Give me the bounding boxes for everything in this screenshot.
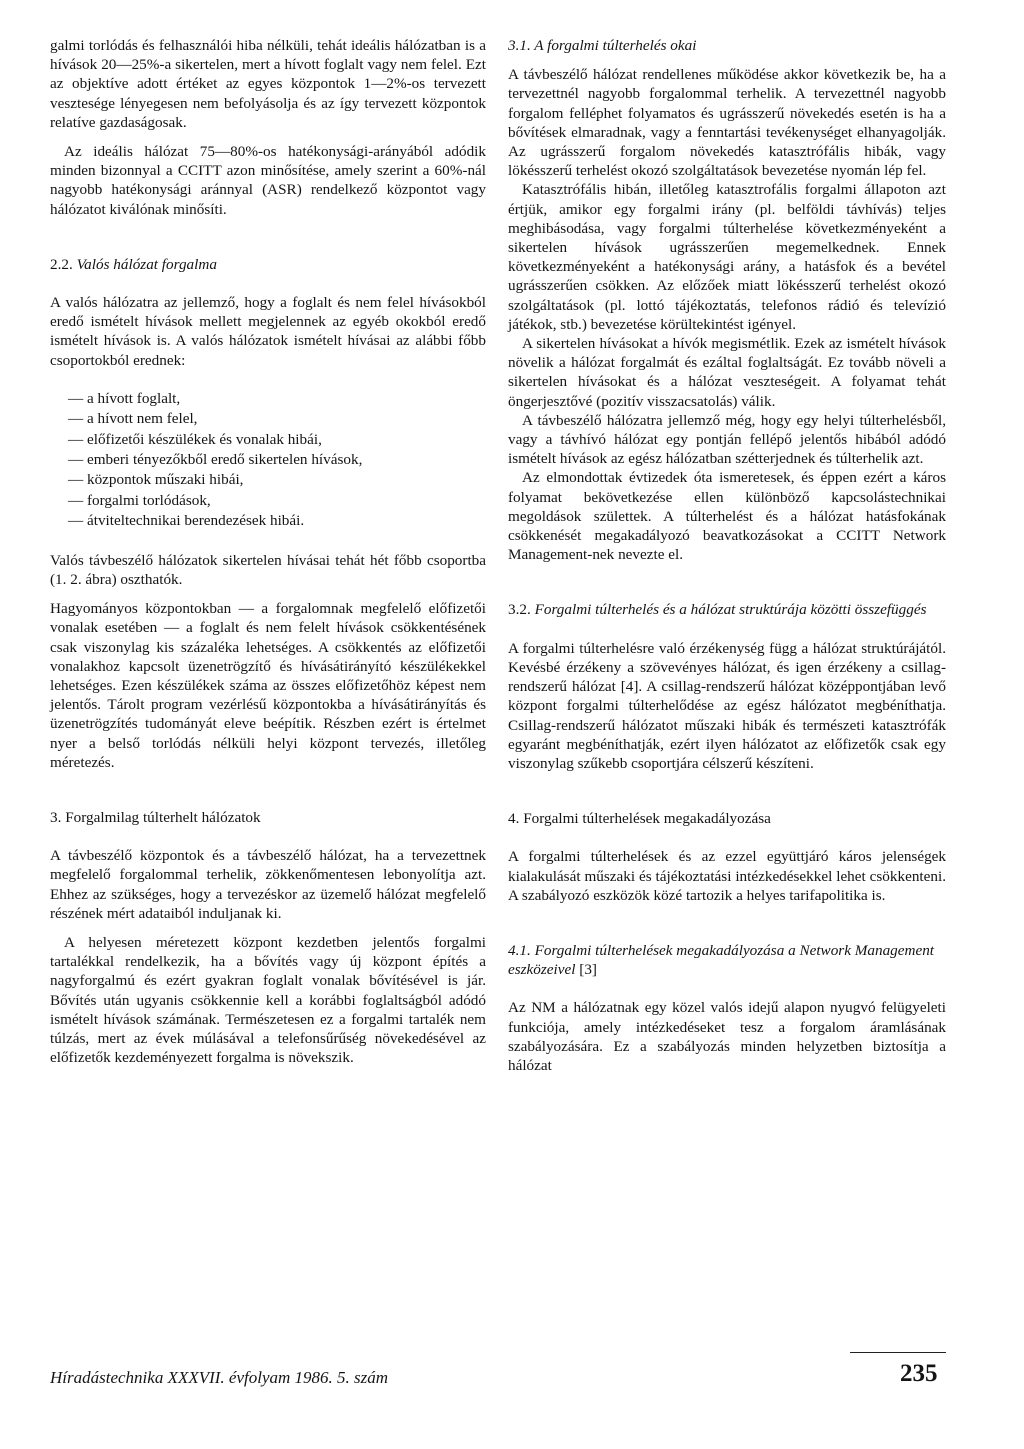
section-title: Forgalmi túlterhelés és a hálózat struktúrája közötti összefüggés bbox=[534, 601, 927, 619]
list-item: — előfizetői készülékek és vonalak hibái, bbox=[68, 430, 486, 450]
paragraph: A forgalmi túlterhelésre való érzékenység függ a hálózat struktúrájától. Kevésbé érzékeny a szövevényes hálózat, és igen érzékeny a csillag-rendszerű hálózat [4]. A csillag-rendszerű hálózat középpontjában levő központ forgalmi túlterhelődése az egész hálózatot megbéníthatja. Csillag-rendszerű hálózatot műszaki hibák és természeti katasztrófák egyaránt megbéníthatják, ezért ilyen hálózatot az előfizetők csak egy viszonylag szűkebb csoportjára célszerű készíteni. bbox=[508, 639, 946, 772]
section-heading-3-1 bbox=[508, 36, 946, 55]
paragraph: Valós távbeszélő hálózatok sikertelen hívásai tehát hét főbb csoportba (1. 2. ábra) oszthatók. bbox=[50, 551, 486, 588]
list-item: — a hívott nem felel, bbox=[68, 409, 486, 429]
list-item: — emberi tényezőkből eredő sikertelen hívások, bbox=[68, 450, 486, 470]
section-heading-2-2 bbox=[50, 255, 486, 274]
reference: [3] bbox=[579, 961, 597, 979]
list-item: — átviteltechnikai berendezések hibái. bbox=[68, 511, 486, 531]
footer-rule bbox=[850, 1352, 946, 1353]
section-heading-4: 4. Forgalmi túlterhelések megakadályozása bbox=[508, 810, 771, 828]
paragraph: A sikertelen hívásokat a hívók megismétlik. Ezek az ismételt hívások növelik a hálózat forgalmát és ezáltal foglaltságát. Ez tovább növeli a sikertelen hívásokat és a hálózat veszteségeit. A folyamat tehát öngerjesztővé (pozitív visszacsatolás) válik. bbox=[508, 335, 946, 410]
section-number: 3.2. bbox=[508, 601, 531, 619]
section-title: Forgalmi túlterhelések megakadályozása a Network Management eszközeivel bbox=[508, 941, 935, 979]
paragraph: Katasztrófális hibán, illetőleg katasztrofális forgalmi állapoton azt értjük, amikor egy forgalmi irány (pl. belföldi távhívás) teljes meghibásodása, vagy forgalmi túlterhelése következményeként a sikertelen hívások ugrásszerűen megemelkednek. Ennek következményeként a hatékonysági arány, a hatásfok és a bevétel ugrásszerűen csökken. Az előzőek miatt lökésszerű terhelést okozó szolgáltatások (pl. lottó tájékoztatás, telefonos rádió és televízió játékok, stb.) bevezetése körültekintést igényel. bbox=[508, 181, 946, 333]
dash-list bbox=[50, 389, 486, 532]
paragraph: A távbeszélő hálózat rendellenes működése akkor következik be, ha a tervezettnél nagyobb forgalommal terhelik. A tervezettnél nagyobb forgalom felléphet folyamatos és ugrásszerű növekedés esetén is ha a bővítések elmaradnak, vagy a fenntartási tevékenységet elhanyagolják. Az ugrásszerű forgalom növekedés katasztrófális hibák, vagy lökésszerű terhelést okozó szolgáltatások bevezetése nyomán lép fel. bbox=[508, 66, 946, 180]
paragraph: Az ideális hálózat 75—80%-os hatékonysági-arányából adódik minden bizonnyal a CCITT azon minősítése, amely szerint a 60%-nál nagyobb hatékonysági aránnyal (ASR) rendelkező központot vagy hálózatot kiválónak minősíti. bbox=[50, 143, 486, 218]
section-heading-4-1 bbox=[508, 941, 946, 979]
paragraph: A valós hálózatra az jellemző, hogy a foglalt és nem felel hívásokból eredő ismételt hívások mellett megjelennek az egyéb okokból eredő ismételt hívások is. A valós hálózatok ismételt hívásai az alábbi főbb csoportokból erednek: bbox=[50, 294, 486, 369]
page-number: 235 bbox=[900, 1360, 938, 1387]
section-number: 2.2. bbox=[50, 255, 73, 273]
section-heading-3: 3. Forgalmilag túlterhelt hálózatok bbox=[50, 808, 261, 826]
section-title: 3.1. A forgalmi túlterhelés okai bbox=[508, 37, 697, 54]
section-heading-3-2 bbox=[508, 600, 946, 619]
list-item: — a hívott foglalt, bbox=[68, 389, 486, 409]
paragraph: Hagyományos központokban — a forgalomnak megfelelő előfizetői vonalak esetében — a foglalt és nem felelt hívások csökkentésének csak viszonylag kis százaléka lehetséges. A csökkentés az előfizetői vonalakhoz kapcsolt üzenetrögzítő és hívásátirányító készülékekkel lehetséges. Ezen készülékek száma az összes előfizetőhöz képest nem jelentős. Tárolt program vezérlésű központokba a hívásátirányítás és üzenetrögzítés tudományát eleve beépítik. Részben ezért is értelmet nyer a belső torlódás nélküli helyi központ tervezés, illetőleg méretezés. bbox=[50, 600, 486, 771]
paragraph: Az NM a hálózatnak egy közel valós idejű alapon nyugvó felügyeleti funkciója, amely intézkedéseket tesz a forgalom áramlásának szabályozására. Ez a szabályozás minden helyzetben biztosítja a hálózat bbox=[508, 999, 946, 1074]
journal-citation: Híradástechnika XXXVII. évfolyam 1986. 5. szám bbox=[50, 1368, 389, 1387]
paragraph: galmi torlódás és felhasználói hiba nélküli, tehát ideális hálózatban is a hívások 20—25%-a sikertelen, mert a hívott foglalt vagy nem felel. Ezt az objektíve adott értéket az egyes központok 1—2%-os tervezett vesztesége lényegesen nem befolyásolja és az így tervezett központok relatíve gazdaságosak. bbox=[50, 37, 486, 131]
paragraph: A helyesen méretezett központ kezdetben jelentős forgalmi tartalékkal rendelkezik, ha a bővítés vagy új központ építés a nagyforgalmú és ezért gyakran foglalt vonalak bővítésével is jár. Bővítés után ugyanis csökkennie kell a korábbi foglaltságból adódó ismételt hívások számának. Természetesen ez a forgalmi tartalék nem túlzás, mert az évek múlásával a telefonsűrűség növekedésével az előfizetők kezdeményezett forgalma is növekszik. bbox=[50, 933, 486, 1067]
paragraph: A távbeszélő központok és a távbeszélő hálózat, ha a tervezettnek megfelelő forgalommal terhelik, zökkenőmentesen lebonyolítja azt. Ehhez az szükséges, hogy a tervezéskor az üzemelő hálózat megfelelő részének mért adataiból induljanak ki. bbox=[50, 847, 486, 922]
left-column bbox=[50, 36, 486, 1067]
paragraph: Az elmondottak évtizedek óta ismeretesek, és éppen ezért a káros folyamat bekövetkezése ellen különböző kapcsolástechnikai megoldások születtek. A túlterhelést és a hálózat hatásfokának csökkenését megakadályozó beavatkozásokat a CCITT Network Management-nek nevezte el. bbox=[508, 469, 946, 564]
list-item: — központok műszaki hibái, bbox=[68, 470, 486, 490]
right-column bbox=[508, 36, 946, 1075]
list-item: — forgalmi torlódások, bbox=[68, 491, 486, 511]
paragraph: A forgalmi túlterhelések és az ezzel együttjáró káros jelenségek kialakulását műszaki és tájékoztatási intézkedésekkel lehet csökkenteni. A szabályozó eszközök közé tartozik a helyes tarifapolitika is. bbox=[508, 848, 946, 904]
section-title: Valós hálózat forgalma bbox=[76, 255, 217, 273]
section-number: 4.1. bbox=[508, 941, 531, 959]
paragraph: A távbeszélő hálózatra jellemző még, hogy egy helyi túlterhelésből, vagy a távhívó hálózat egy pontján fellépő jelentős hibából adódó ismételt hívások az egész hálózatban szétterjednek és túlterhelik azt. bbox=[508, 411, 946, 468]
